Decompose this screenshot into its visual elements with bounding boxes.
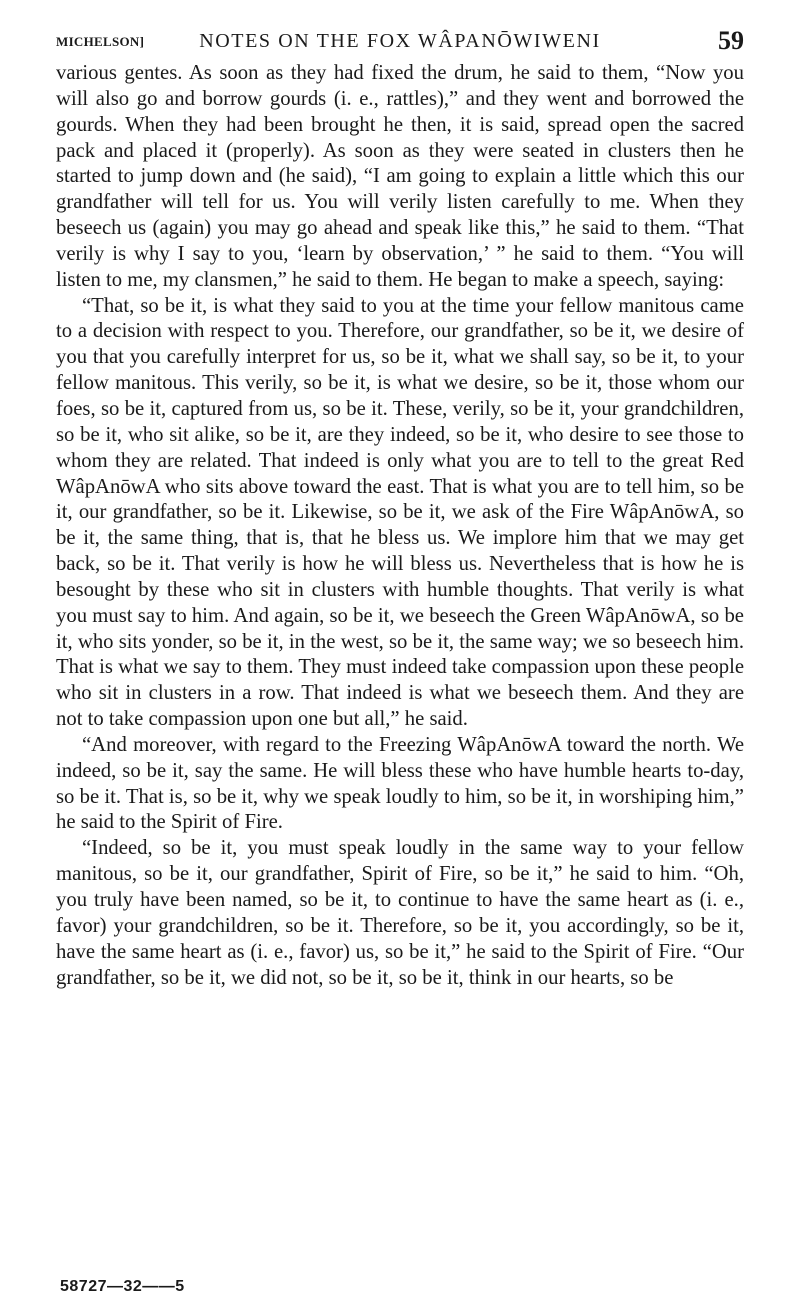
page-number: 59 — [718, 26, 744, 55]
header-author: MICHELSON] — [56, 34, 145, 49]
paragraph: various gentes. As soon as they had fixed the drum, he said to them, “Now you will also go and borrow gourds (i. e., rattles),” and they went and borrowed the gourds. When they had been brought he then, it is said, spread open the sacred pack and placed it (properly). As soon as they were seated in clusters then he started to jump down and (he said), “I am going to explain a little which this our grandfather will tell for us. You will verily listen carefully to me. When they beseech us (again) you may go ahead and speak like this,” he said to them. “That verily is why I say to you, ‘learn by observation,’ ” he said to them. “You will listen to me, my clansmen,” he said to them. He began to make a speech, saying: — [56, 62, 744, 291]
printer-signature: 58727—32——5 — [60, 1278, 185, 1295]
body-text — [56, 61, 744, 991]
running-header — [56, 26, 744, 56]
header-title: NOTES ON THE FOX WÂPANŌWIWENI — [199, 30, 601, 52]
paragraph: “Indeed, so be it, you must speak loudly in the same way to your fellow manitous, so be it, our grandfather, Spirit of Fire, so be it,” he said to him. “Oh, you truly have been named, so be it, to continue to have the same heart as (i. e., favor) your grandchildren, so be it. Therefore, so be it, you accordingly, so be it, have the same heart as (i. e., favor) us, so be it,” he said to the Spirit of Fire. “Our grandfather, so be it, we did not, so be it, so be it, think in our hearts, so be — [56, 837, 744, 989]
paragraph: “That, so be it, is what they said to you at the time your fellow manitous came to a decision with respect to you. Therefore, our grandfather, so be it, we desire of you that you carefully interpret for us, so be it, what we shall say, so be it, to your fellow manitous. This verily, so be it, is what we desire, so be it, those whom our foes, so be it, captured from us, so be it. These, verily, so be it, your grandchildren, so be it, who sit alike, so be it, are they indeed, so be it, who desire to see those to whom they are related. That indeed is only what you are to tell to the great Red WâpAnōwA who sits above toward the east. That is what you are to tell him, so be it, our grandfather, so be it. Likewise, so be it, we ask of the Fire WâpAnōwA, so be it, the same thing, that is, that he bless us. We implore him that we may get back, so be it. That verily is how he will bless us. Nevertheless that is how he is besought by these who sit in clusters with humble thoughts. That verily is what you must say to him. And again, so be it, we beseech the Green WâpAnōwA, so be it, who sits yonder, so be it, in the west, so be it, the same way; we so beseech him. That is what we say to them. They must indeed take compassion upon these people who sit in clusters in a row. That indeed is what we beseech them. And they are not to take compassion upon one but all,” he said. — [56, 294, 744, 731]
paragraph: “And moreover, with regard to the Freezing WâpAnōwA toward the north. We indeed, so be it, say the same. He will bless these who have humble hearts to-day, so be it. That is, so be it, why we speak loudly to him, so be it, in worshiping him,” he said to the Spirit of Fire. — [56, 733, 744, 834]
